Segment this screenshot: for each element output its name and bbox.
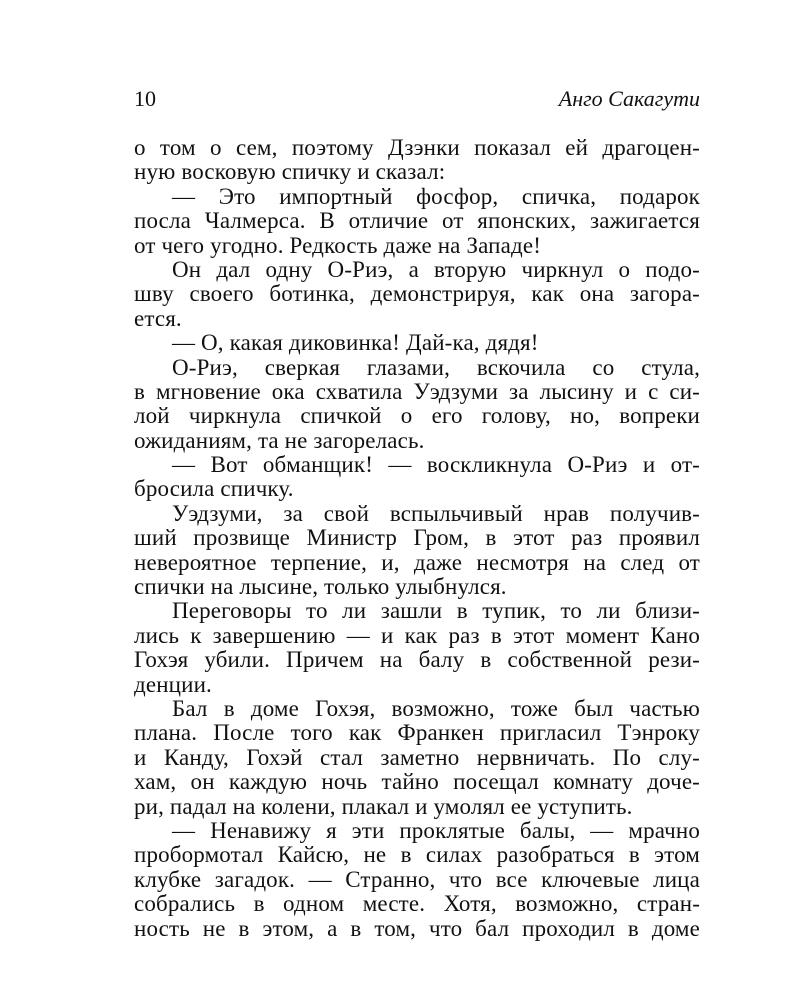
text-line: пробормотал Кайсю, не в силах разобраться в этом [134,842,700,868]
text-line: лись к завершению — и как раз в этот момент Кано [134,622,700,648]
text-line: собрались в одном месте. Хотя, возможно, стран- [134,891,700,917]
text-line: ность не в этом, а в том, что бал проходил в доме [134,915,700,941]
text-line: Бал в доме Гохэя, возможно, тоже был частью [172,695,700,721]
text-line: и Канду, Гохэй стал заметно нервничать. По слу- [134,744,700,770]
text-line: лой чиркнула спичкой о его голову, но, вопреки [134,403,700,429]
text-line: Переговоры то ли зашли в тупик, то ли близи- [172,598,700,624]
text-line: денции. [134,671,212,697]
text-line: ри, падал на колени, плакал и умолял ее уступить. [134,793,633,819]
text-line: Гохэя убили. Причем на балу в собственной рези- [134,647,700,673]
text-line: ную восковую спичку и сказал: [134,159,446,185]
text-line: — Ненавижу я эти проклятые балы, — мрачно [172,817,700,843]
text-line: невероятное терпение, и, даже несмотря на след от [134,549,700,575]
text-line: о том о сем, поэтому Дзэнки показал ей драгоцен- [134,135,700,160]
text-line: ется. [134,305,182,331]
page-number: 10 [134,86,156,111]
text-line: спички на лысине, только улыбнулся. [134,574,507,600]
text-line: шву своего ботинка, демонстрируя, как она загора- [134,281,700,307]
running-head-author: Анго Сакагути [558,86,700,111]
text-line: ожиданиям, та не загорелась. [134,427,425,453]
body-text [134,136,700,941]
text-line: — Вот обманщик! — воскликнула О-Риэ и от- [172,452,700,478]
text-line: посла Чалмерса. В отличие от японских, зажигается [134,208,700,234]
text-line: Уэдзуми, за свой вспыльчивый нрав получив- [172,500,700,526]
text-line: О-Риэ, сверкая глазами, вскочила со стула, [172,354,700,380]
text-line: плана. После того как Франкен пригласил Тэнроку [134,720,700,746]
page-header [134,84,700,114]
text-line: бросила спичку. [134,476,294,502]
text-line: Он дал одну О-Риэ, а вторую чиркнул о подо- [172,256,700,282]
text-line: в мгновение ока схватила Уэдзуми за лысину и с си- [134,378,700,404]
text-line: клубке загадок. — Странно, что все ключевые лица [134,866,700,892]
text-line: хам, он каждую ночь тайно посещал комнату доче- [134,769,700,795]
text-line: ший прозвище Министр Гром, в этот раз проявил [134,525,700,551]
text-line: — О, какая диковинка! Дай-ка, дядя! [172,330,539,356]
text-line: — Это импортный фосфор, спичка, подарок [172,183,700,209]
text-line: от чего угодно. Редкость даже на Западе! [134,232,542,258]
